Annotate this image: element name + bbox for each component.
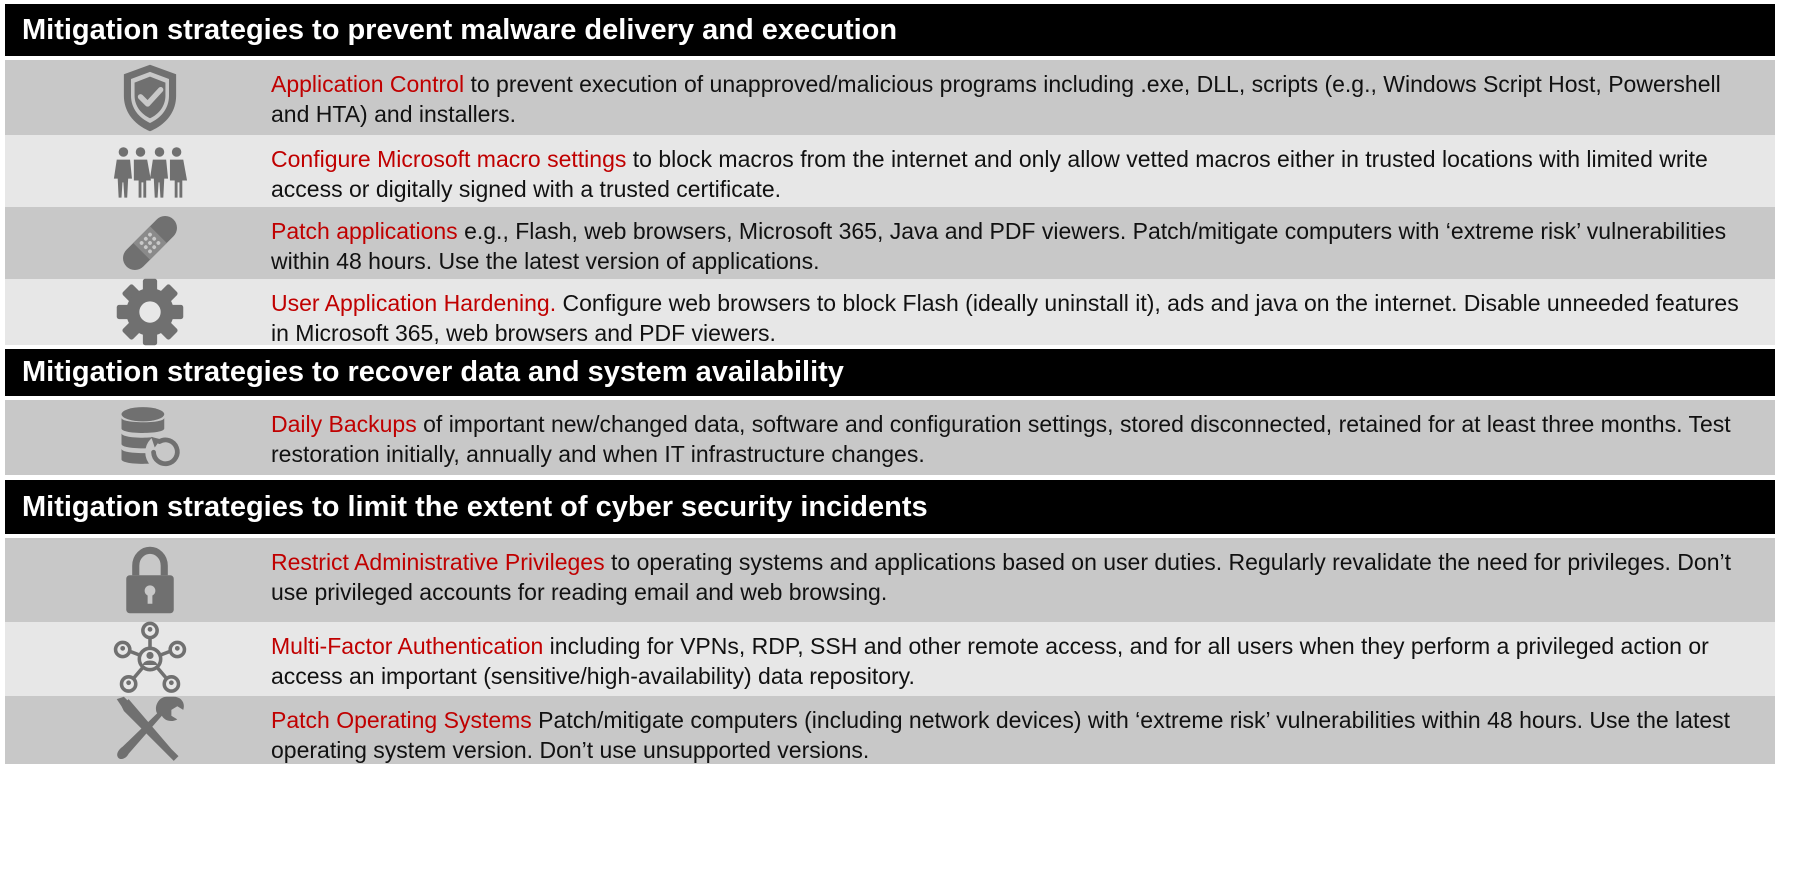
strategy-name: User Application Hardening. (271, 290, 557, 316)
strategy-description: of important new/changed data, software and configuration settings, stored disconnected, retained for at least three months. Test restoration initially, annually and when IT infrastructure changes. (271, 411, 1731, 467)
strategy-name: Restrict Administrative Privileges (271, 549, 605, 575)
strategy-description: to prevent execution of unapproved/malicious programs including .exe, DLL, scripts (e.g., Windows Script Host, Powershell and HTA) and installers. (271, 71, 1721, 127)
strategy-description: Patch/mitigate computers (including network devices) with ‘extreme risk’ vulnerabilities within 48 hours. Use the latest operating system version. Don’t use unsupported versions. (271, 707, 1731, 763)
section-header-recover (5, 349, 1775, 396)
strategy-name: Patch Operating Systems (271, 707, 532, 733)
strategy-row-patch-applications (5, 207, 1775, 279)
strategy-row-macro-settings (5, 135, 1775, 207)
strategy-description: e.g., Flash, web browsers, Microsoft 365, Java and PDF viewers. Patch/mitigate computers with ‘extreme risk’ vulnerabilities within 48 hours. Use the latest version of applications. (271, 218, 1727, 274)
tools-icon (105, 690, 195, 770)
strategy-description: to block macros from the internet and only allow vetted macros either in trusted locations with limited write access or digitally signed with a trusted certificate. (271, 146, 1708, 202)
strategy-name: Daily Backups (271, 411, 417, 437)
section-title: Mitigation strategies to recover data and system availability (22, 356, 844, 388)
strategy-name: Multi-Factor Authentication (271, 633, 544, 659)
network-users-icon (105, 619, 195, 699)
section-header-malware (5, 4, 1775, 56)
padlock-icon (105, 540, 195, 620)
strategy-name: Configure Microsoft macro settings (271, 146, 627, 172)
strategy-text (271, 547, 1747, 607)
section-title: Mitigation strategies to prevent malware delivery and execution (22, 13, 898, 46)
strategy-row-daily-backups (5, 400, 1775, 475)
strategy-text (271, 631, 1747, 691)
strategy-text (271, 216, 1747, 276)
strategy-row-multi-factor-authentication (5, 622, 1775, 696)
strategy-text (271, 288, 1747, 348)
strategy-description: Configure web browsers to block Flash (ideally uninstall it), ads and java on the internet. Disable unneeded features in Microsoft 365, web browsers and PDF viewers. (271, 290, 1739, 346)
strategy-row-application-control (5, 60, 1775, 135)
gear-icon (105, 272, 195, 352)
bandage-icon (105, 203, 195, 283)
strategy-row-patch-operating-systems (5, 696, 1775, 764)
strategy-text (271, 705, 1747, 765)
database-restore-icon (105, 398, 195, 478)
strategy-name: Patch applications (271, 218, 458, 244)
strategy-description: including for VPNs, RDP, SSH and other remote access, and for all users when they perform a privileged action or access an important (sensitive/high-availability) data repository. (271, 633, 1709, 689)
strategy-text (271, 69, 1747, 129)
strategy-row-user-application-hardening (5, 279, 1775, 345)
shield-check-icon (105, 58, 195, 138)
strategy-text (271, 409, 1747, 469)
strategy-description: to operating systems and applications based on user duties. Regularly revalidate the need for privileges. Don’t use privileged accounts for reading email and web browsing. (271, 549, 1731, 605)
strategy-name: Application Control (271, 71, 465, 97)
section-header-limit (5, 480, 1775, 534)
strategy-row-restrict-admin-privileges (5, 538, 1775, 622)
people-group-icon (105, 131, 195, 211)
strategy-text (271, 144, 1747, 204)
section-title: Mitigation strategies to limit the extent of cyber security incidents (22, 490, 928, 523)
